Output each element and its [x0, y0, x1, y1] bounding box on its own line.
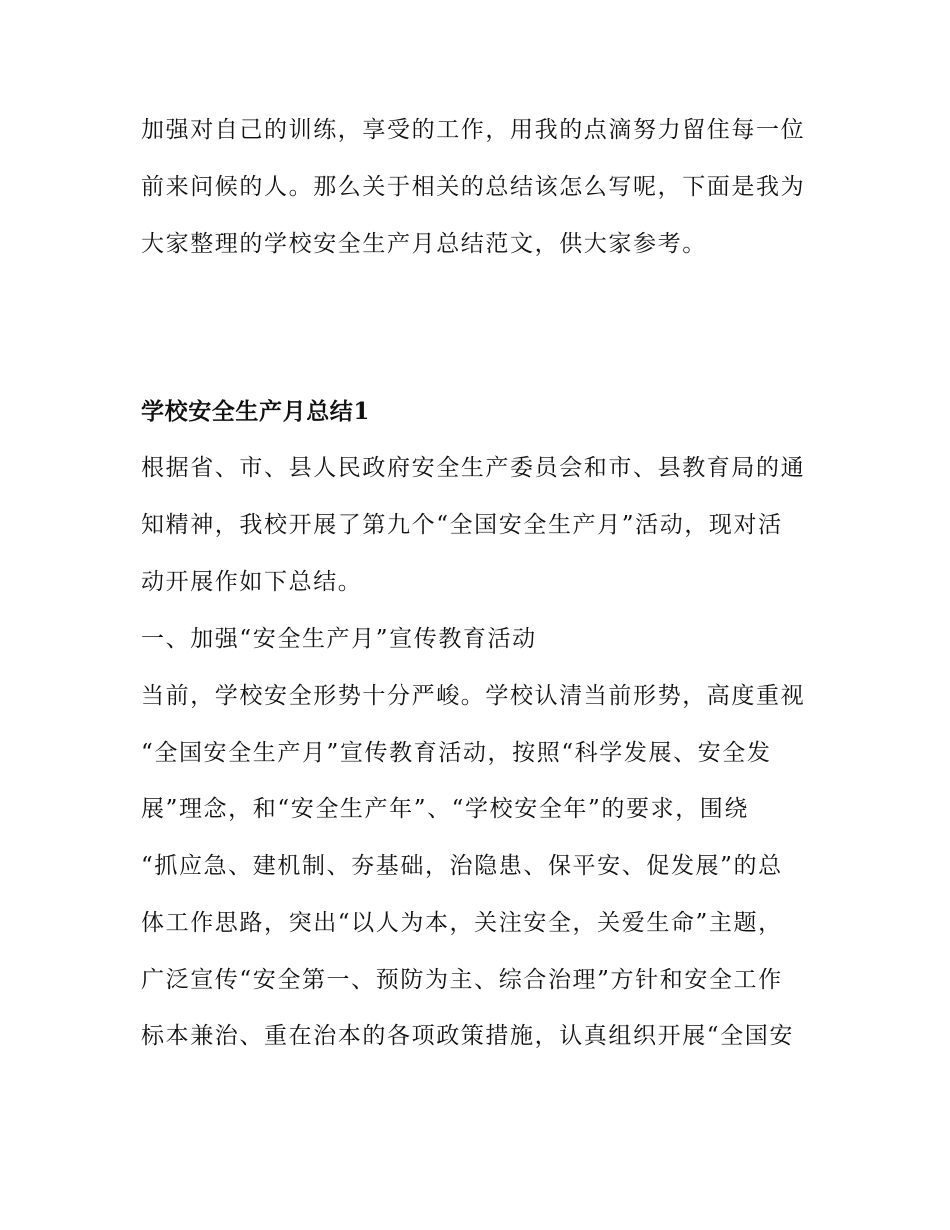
paragraph-line: 标本兼治、重在治本的各项政策措施，认真组织开展“全国安: [141, 1023, 794, 1049]
intro-line: 大家整理的学校安全生产月总结范文，供大家参考。: [141, 231, 707, 257]
intro-line: 前来问候的人。那么关于相关的总结该怎么写呢，下面是我为: [141, 174, 806, 200]
paragraph-line: 动开展作如下总结。: [141, 569, 363, 595]
paragraph-line: 广泛宣传“安全第一、预防为主、综合治理”方针和安全工作: [141, 967, 783, 993]
paragraph-line: 体工作思路，突出“以人为本，关注安全，关爱生命”主题，: [141, 910, 783, 936]
section-title: 学校安全生产月总结1: [141, 398, 371, 425]
intro-line: 加强对自己的训练，享受的工作，用我的点滴努力留住每一位: [141, 117, 806, 143]
paragraph-line: 知精神，我校开展了第九个“全国安全生产月”活动，现对活: [141, 512, 783, 538]
paragraph-line: “全国安全生产月”宣传教育活动，按照“科学发展、安全发: [141, 740, 772, 766]
subheading: 一、加强“安全生产月”宣传教育活动: [141, 626, 537, 652]
paragraph-line: 当前，学校安全形势十分严峻。学校认清当前形势，高度重视: [141, 683, 806, 709]
paragraph-line: “抓应急、建机制、夯基础，治隐患、保平安、促发展”的总: [141, 853, 783, 879]
paragraph-line: 根据省、市、县人民政府安全生产委员会和市、县教育局的通: [141, 455, 806, 481]
paragraph-line: 展”理念，和“安全生产年”、“学校安全年”的要求，围绕: [141, 796, 749, 822]
